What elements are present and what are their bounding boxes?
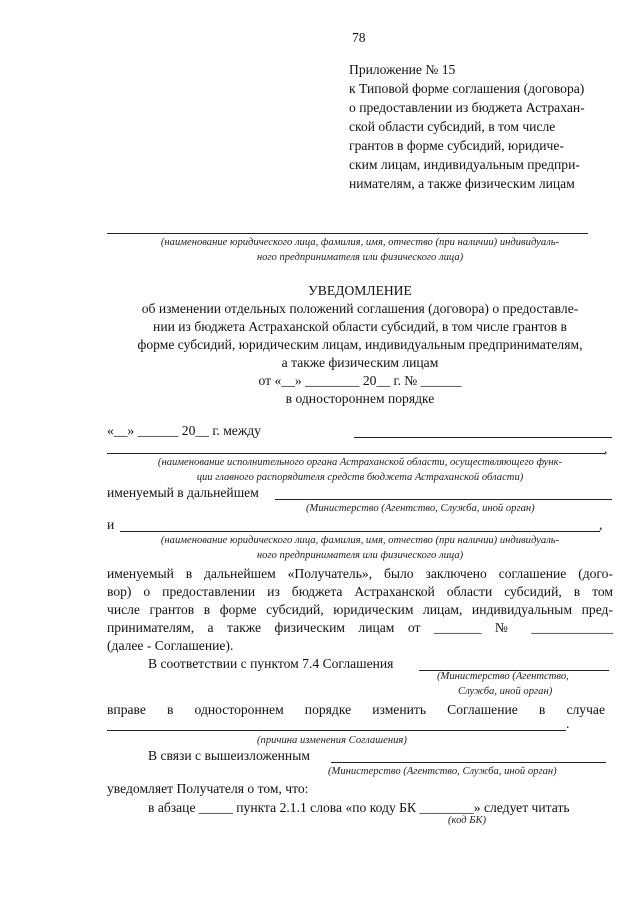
document-title: УВЕДОМЛЕНИЕ <box>308 283 412 298</box>
comma: , <box>599 517 603 532</box>
recipient-caption: (наименование юридического лица, фамилия, имя, отчество (при наличии) индивидуаль- <box>160 237 560 248</box>
comma: , <box>604 441 608 456</box>
paragraph-end: (далее - Соглашение). <box>107 638 234 653</box>
ministry-caption: (Министерство (Агентство, Служба, иной орган) <box>306 503 535 514</box>
heading-line: об изменении отдельных положений соглашения (договора) о предоставле- <box>141 301 579 316</box>
heading-line: а также физическим лицам <box>281 355 439 370</box>
recipient-caption: ного предпринимателя или физического лица) <box>256 252 464 263</box>
bk-caption: (код БК) <box>448 815 487 826</box>
ministry-short-name-field[interactable] <box>275 499 612 500</box>
named-hereinafter-label: именуемый в дальнейшем <box>107 485 259 500</box>
agreement-date-between: «__» ______ 20__ г. между <box>107 423 261 438</box>
authority-caption: ции главного распорядителя средств бюджета Астраханской области) <box>196 472 524 483</box>
ministry-caption-3: (Министерство (Агентство, Служба, иной орган) <box>328 766 557 777</box>
paragraph-line: числе грантов в форме субсидий, юридическим лицам, индивидуальным пред- <box>107 602 613 617</box>
appendix-line: о предоставлении из бюджета Астрахан- <box>349 100 585 115</box>
appendix-line: нимателям, а также физическим лицам <box>349 176 575 191</box>
reason-field[interactable] <box>107 730 566 731</box>
heading-mode: в одностороннем порядке <box>285 391 435 406</box>
appendix-line: к Типовой форме соглашения (договора) <box>349 81 585 96</box>
authority-name-field[interactable] <box>354 437 612 438</box>
heading-line: нии из бюджета Астраханской области субсидий, в том числе грантов в <box>153 319 567 334</box>
recipient-name-field-2[interactable] <box>120 531 600 532</box>
authority-name-field-2[interactable] <box>107 453 605 454</box>
ministry-field-3[interactable] <box>331 762 606 763</box>
ministry-caption-2: Служба, иной орган) <box>458 686 553 697</box>
appendix-line: ской области субсидий, в том числе <box>349 119 556 134</box>
recipient-name-field[interactable] <box>107 233 588 234</box>
appendix-line: ским лицам, индивидуальным предпри- <box>349 157 580 172</box>
in-connection-text: В связи с вышеизложенным <box>148 748 310 763</box>
ministry-caption-2: (Министерство (Агентство, <box>437 671 569 682</box>
recipient-caption-2: (наименование юридического лица, фамилия, имя, отчество (при наличии) индивидуаль- <box>160 535 560 546</box>
recipient-caption-2: ного предпринимателя или физического лица) <box>256 550 464 561</box>
period: . <box>566 716 570 731</box>
appendix-line: грантов в форме субсидий, юридиче- <box>349 138 564 153</box>
entitled-text: вправе в одностороннем порядке изменить Соглашение в случае <box>107 702 605 717</box>
heading-date-number: от «__» ________ 20__ г. № ______ <box>258 373 462 388</box>
paragraph-line: принимателям, а также физическим лицам от _______ № ____________ <box>107 620 613 635</box>
appendix-title: Приложение № 15 <box>349 62 456 77</box>
heading-line: форме субсидий, юридическим лицам, индивидуальным предпринимателям, <box>137 337 583 352</box>
paragraph-line: именуемый в дальнейшем «Получатель», было заключено соглашение (дого- <box>107 566 613 581</box>
and-label: и <box>107 517 115 532</box>
accordance-text: В соответствии с пунктом 7.4 Соглашения <box>148 656 394 671</box>
notifies-text: уведомляет Получателя о том, что: <box>107 781 309 796</box>
abzac-text: в абзаце _____ пункта 2.1.1 слова «по коду БК ________» следует читать <box>148 800 570 815</box>
authority-caption: (наименование исполнительного органа Астраханской области, осуществляющего функ- <box>157 457 563 468</box>
paragraph-line: вор) о предоставлении из бюджета Астраханской области субсидий, в том <box>107 584 613 599</box>
reason-caption: (причина изменения Соглашения) <box>257 735 407 746</box>
page-number: 78 <box>352 30 366 45</box>
